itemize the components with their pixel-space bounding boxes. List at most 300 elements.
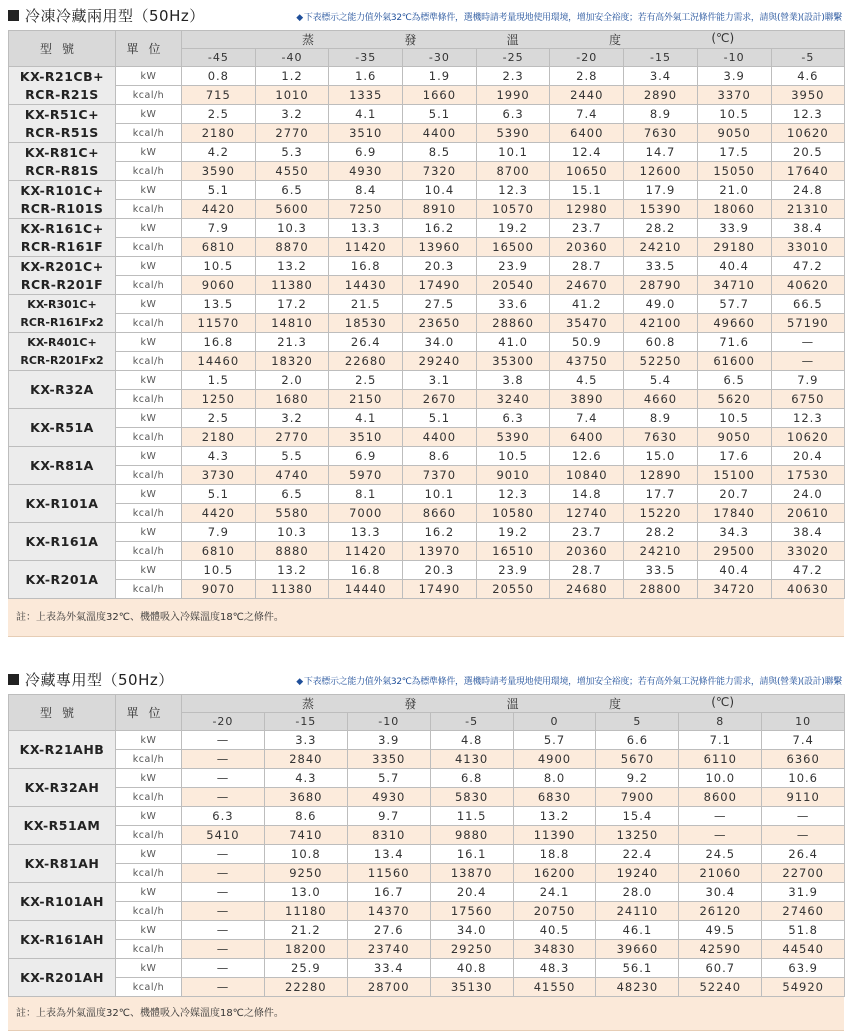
kcal-value-cell: — [182, 750, 265, 769]
kw-value-cell: 16.7 [347, 883, 430, 902]
kcal-value-cell: 2180 [182, 428, 256, 447]
unit-cell: kW [116, 447, 182, 466]
kw-value-cell: 47.2 [771, 257, 845, 276]
kcal-value-cell: 6360 [762, 750, 845, 769]
kcal-value-cell: 4400 [403, 428, 477, 447]
kcal-value-cell: 2840 [264, 750, 347, 769]
model-cell [9, 959, 116, 997]
kw-value-cell: 13.4 [347, 845, 430, 864]
model-name: KX-R201AH [20, 969, 104, 985]
kw-value-cell: 3.1 [403, 371, 477, 390]
kcal-value-cell: 19240 [596, 864, 679, 883]
temp-column-header: 5 [596, 713, 679, 731]
kw-value-cell: 49.5 [679, 921, 762, 940]
kcal-value-cell: 8870 [255, 238, 329, 257]
kcal-value-cell: 39660 [596, 940, 679, 959]
evap-header-char: 度 [608, 33, 621, 47]
kw-value-cell: 40.4 [697, 257, 771, 276]
kcal-value-cell: 4130 [430, 750, 513, 769]
kcal-value-cell: 28700 [347, 978, 430, 997]
kcal-value-cell: 3240 [476, 390, 550, 409]
kw-value-cell: 6.3 [476, 105, 550, 124]
kw-value-cell: 4.1 [329, 105, 403, 124]
table-row-kcal [9, 276, 845, 295]
kcal-value-cell: 29240 [403, 352, 477, 371]
kcal-value-cell: 2890 [624, 86, 698, 105]
kcal-value-cell: 5670 [596, 750, 679, 769]
kcal-value-cell: 2770 [255, 124, 329, 143]
table-row-kcal [9, 826, 845, 845]
kcal-value-cell: 11420 [329, 238, 403, 257]
kw-value-cell: 34.3 [697, 523, 771, 542]
evap-header-char: 蒸 [302, 697, 315, 711]
kcal-value-cell: 7410 [264, 826, 347, 845]
kw-value-cell: 20.4 [771, 447, 845, 466]
kcal-value-cell: 27460 [762, 902, 845, 921]
unit-cell: kW [116, 845, 182, 864]
header-row [9, 31, 845, 49]
kw-value-cell: 6.8 [430, 769, 513, 788]
kcal-value-cell: 24680 [550, 580, 624, 599]
kw-value-cell: 5.3 [255, 143, 329, 162]
kw-value-cell: 13.5 [182, 295, 256, 314]
kw-value-cell: 23.7 [550, 523, 624, 542]
kcal-value-cell: 12980 [550, 200, 624, 219]
kw-value-cell: 7.1 [679, 731, 762, 750]
kw-value-cell: 33.5 [624, 561, 698, 580]
kcal-value-cell: 8600 [679, 788, 762, 807]
kcal-value-cell: 12890 [624, 466, 698, 485]
kcal-value-cell: 1010 [255, 86, 329, 105]
model-name: RCR-R201F [20, 276, 104, 292]
kcal-value-cell: 6750 [771, 390, 845, 409]
kw-value-cell: 3.8 [476, 371, 550, 390]
unit-cell: kcal/h [116, 826, 182, 845]
table-row-kcal [9, 978, 845, 997]
kw-value-cell: 10.8 [264, 845, 347, 864]
kcal-value-cell: 17490 [403, 580, 477, 599]
kw-value-cell: 33.6 [476, 295, 550, 314]
kcal-value-cell: 3510 [329, 124, 403, 143]
table-row-kcal [9, 86, 845, 105]
kcal-value-cell: 9050 [697, 428, 771, 447]
temp-column-header: -45 [182, 49, 256, 67]
kw-value-cell: 12.3 [771, 105, 845, 124]
unit-cell: kcal/h [116, 200, 182, 219]
kw-value-cell: 3.2 [255, 409, 329, 428]
temp-column-header: -40 [255, 49, 329, 67]
kcal-value-cell: 17530 [771, 466, 845, 485]
kcal-value-cell: 1680 [255, 390, 329, 409]
kw-value-cell: 26.4 [762, 845, 845, 864]
unit-cell: kcal/h [116, 162, 182, 181]
kw-value-cell: 20.7 [697, 485, 771, 504]
kw-value-cell: 1.2 [255, 67, 329, 86]
kcal-value-cell: 9070 [182, 580, 256, 599]
unit-cell: kW [116, 257, 182, 276]
kw-value-cell: 6.9 [329, 143, 403, 162]
table-row-kcal [9, 750, 845, 769]
kcal-value-cell: 715 [182, 86, 256, 105]
kcal-value-cell: 2770 [255, 428, 329, 447]
kw-value-cell: 2.5 [182, 409, 256, 428]
table-row-kw [9, 333, 845, 352]
model-name: KX-R201A [25, 571, 99, 587]
section-title: 冷藏專用型（50Hz） [8, 669, 174, 690]
unit-cell: kcal/h [116, 238, 182, 257]
kw-value-cell: 7.4 [550, 409, 624, 428]
unit-cell: kcal/h [116, 542, 182, 561]
kcal-value-cell: 12600 [624, 162, 698, 181]
section-note: ◆下表標示之能力值外氣32℃為標準條件，選機時請考量現地使用環境，增加安全裕度；若有高外氣工況條件能力需求，請與(營業)(設計)聯繫 [296, 677, 842, 687]
kw-value-cell: 9.7 [347, 807, 430, 826]
model-cell [9, 807, 116, 845]
kcal-value-cell: 11560 [347, 864, 430, 883]
kw-value-cell: 28.0 [596, 883, 679, 902]
kcal-value-cell: 4900 [513, 750, 596, 769]
kcal-value-cell: 24670 [550, 276, 624, 295]
kw-value-cell: 21.3 [255, 333, 329, 352]
temp-column-header: 8 [679, 713, 762, 731]
kcal-value-cell: 40620 [771, 276, 845, 295]
model-name: RCR-R21S [25, 86, 99, 102]
unit-cell: kcal/h [116, 902, 182, 921]
kcal-value-cell: 11420 [329, 542, 403, 561]
kcal-value-cell: 8700 [476, 162, 550, 181]
evaporation-temp-header [182, 31, 845, 49]
kw-value-cell: 21.5 [329, 295, 403, 314]
kw-value-cell: 2.5 [182, 105, 256, 124]
table-row-kw [9, 485, 845, 504]
unit-cell: kcal/h [116, 352, 182, 371]
model-cell [9, 523, 116, 561]
unit-cell: kW [116, 105, 182, 124]
capacity-table [8, 30, 845, 599]
kw-value-cell: 6.3 [182, 807, 265, 826]
kcal-value-cell: 4420 [182, 200, 256, 219]
kw-value-cell: 13.2 [513, 807, 596, 826]
kcal-value-cell: 35130 [430, 978, 513, 997]
kw-value-cell: 6.5 [255, 485, 329, 504]
kw-value-cell: 3.3 [264, 731, 347, 750]
kw-value-cell: 2.3 [476, 67, 550, 86]
kw-value-cell: 8.9 [624, 409, 698, 428]
unit-cell: kcal/h [116, 86, 182, 105]
temp-column-header: -20 [182, 713, 265, 731]
evap-header-char: 發 [404, 33, 417, 47]
section-refrigeration-only [0, 664, 850, 1031]
kw-value-cell: 8.9 [624, 105, 698, 124]
table-row-kcal [9, 238, 845, 257]
model-cell [9, 105, 116, 143]
kw-value-cell: 66.5 [771, 295, 845, 314]
kw-value-cell: 24.0 [771, 485, 845, 504]
kw-value-cell: — [679, 807, 762, 826]
kcal-value-cell: 11570 [182, 314, 256, 333]
kcal-value-cell: 6400 [550, 428, 624, 447]
section-header [0, 0, 850, 30]
kcal-value-cell: 5580 [255, 504, 329, 523]
model-name: RCR-R101S [20, 200, 104, 216]
table-row-kw [9, 295, 845, 314]
kw-value-cell: 6.3 [476, 409, 550, 428]
kcal-value-cell: 29500 [697, 542, 771, 561]
model-cell [9, 219, 116, 257]
kw-value-cell: 22.4 [596, 845, 679, 864]
kw-value-cell: 12.3 [771, 409, 845, 428]
model-name: KX-R81AH [24, 855, 100, 871]
table-row-kcal [9, 162, 845, 181]
kcal-value-cell: 22280 [264, 978, 347, 997]
kcal-value-cell: 20550 [476, 580, 550, 599]
kw-value-cell: 9.2 [596, 769, 679, 788]
table-row-kcal [9, 504, 845, 523]
kcal-value-cell: 6810 [182, 542, 256, 561]
kw-value-cell: 10.5 [697, 105, 771, 124]
kw-value-cell: — [182, 731, 265, 750]
kcal-value-cell: 13960 [403, 238, 477, 257]
unit-cell: kW [116, 371, 182, 390]
table-row-kw [9, 731, 845, 750]
kcal-value-cell: 6110 [679, 750, 762, 769]
kcal-value-cell: 3950 [771, 86, 845, 105]
kw-value-cell: 17.9 [624, 181, 698, 200]
kw-value-cell: 24.1 [513, 883, 596, 902]
kcal-value-cell: 3350 [347, 750, 430, 769]
kw-value-cell: 40.5 [513, 921, 596, 940]
evap-header-char: 溫 [506, 697, 519, 711]
unit-cell: kW [116, 523, 182, 542]
kcal-value-cell: 13250 [596, 826, 679, 845]
kw-value-cell: 4.8 [430, 731, 513, 750]
kw-value-cell: 21.0 [697, 181, 771, 200]
model-name: KX-R51AM [23, 817, 101, 833]
kw-value-cell: — [182, 845, 265, 864]
model-cell [9, 143, 116, 181]
kcal-value-cell: 24110 [596, 902, 679, 921]
kw-value-cell: 8.5 [403, 143, 477, 162]
evap-header-char: 發 [404, 697, 417, 711]
table-row-kw [9, 257, 845, 276]
kw-value-cell: 7.9 [771, 371, 845, 390]
kcal-value-cell: 11380 [255, 276, 329, 295]
unit-cell: kcal/h [116, 864, 182, 883]
table-row-kw [9, 845, 845, 864]
kcal-value-cell: 23740 [347, 940, 430, 959]
capacity-table [8, 694, 845, 997]
model-cell [9, 447, 116, 485]
model-header: 型號 [9, 31, 116, 67]
kw-value-cell: 20.4 [430, 883, 513, 902]
evap-header-char: (℃) [711, 31, 735, 45]
kw-value-cell: 4.2 [182, 143, 256, 162]
kw-value-cell: 4.5 [550, 371, 624, 390]
table-row-kw [9, 523, 845, 542]
table-row-kcal [9, 940, 845, 959]
section-title: 冷凍冷藏兩用型（50Hz） [8, 5, 205, 26]
kw-value-cell: — [182, 883, 265, 902]
table-row-kcal [9, 200, 845, 219]
model-name: KX-R21AHB [19, 741, 105, 757]
kcal-value-cell: 22700 [762, 864, 845, 883]
kcal-value-cell: 4930 [347, 788, 430, 807]
kcal-value-cell: 28800 [624, 580, 698, 599]
kcal-value-cell: 40630 [771, 580, 845, 599]
unit-cell: kW [116, 409, 182, 428]
model-cell [9, 845, 116, 883]
kcal-value-cell: — [182, 788, 265, 807]
table-row-kw [9, 447, 845, 466]
table-row-kw [9, 409, 845, 428]
kw-value-cell: 17.5 [697, 143, 771, 162]
table-row-kcal [9, 542, 845, 561]
unit-cell: kcal/h [116, 390, 182, 409]
kw-value-cell: 12.3 [476, 485, 550, 504]
kw-value-cell: 4.6 [771, 67, 845, 86]
unit-cell: kW [116, 921, 182, 940]
model-name: KX-R101C+ [20, 182, 104, 198]
kcal-value-cell: 8880 [255, 542, 329, 561]
kw-value-cell: — [771, 333, 845, 352]
kw-value-cell: 6.5 [255, 181, 329, 200]
table-row-kcal [9, 902, 845, 921]
kcal-value-cell: 7630 [624, 124, 698, 143]
kw-value-cell: 12.6 [550, 447, 624, 466]
kw-value-cell: 71.6 [697, 333, 771, 352]
kcal-value-cell: 10620 [771, 124, 845, 143]
kcal-value-cell: 26120 [679, 902, 762, 921]
unit-cell: kcal/h [116, 750, 182, 769]
table-row-kw [9, 561, 845, 580]
kw-value-cell: 12.3 [476, 181, 550, 200]
kw-value-cell: 14.7 [624, 143, 698, 162]
unit-cell: kW [116, 219, 182, 238]
kcal-value-cell: 16510 [476, 542, 550, 561]
temp-column-header: -5 [430, 713, 513, 731]
kcal-value-cell: 57190 [771, 314, 845, 333]
kcal-value-cell: 15220 [624, 504, 698, 523]
kcal-value-cell: 13970 [403, 542, 477, 561]
kcal-value-cell: 7900 [596, 788, 679, 807]
kw-value-cell: 10.5 [476, 447, 550, 466]
unit-cell: kW [116, 807, 182, 826]
model-cell [9, 257, 116, 295]
kcal-value-cell: 7630 [624, 428, 698, 447]
table-row-kw [9, 959, 845, 978]
kw-value-cell: 23.9 [476, 257, 550, 276]
kcal-value-cell: 2440 [550, 86, 624, 105]
kw-value-cell: 3.9 [347, 731, 430, 750]
kcal-value-cell: 2670 [403, 390, 477, 409]
kcal-value-cell: 16200 [513, 864, 596, 883]
kw-value-cell: 8.0 [513, 769, 596, 788]
kw-value-cell: 10.1 [476, 143, 550, 162]
kw-value-cell: 10.3 [255, 523, 329, 542]
kw-value-cell: 63.9 [762, 959, 845, 978]
unit-cell: kcal/h [116, 580, 182, 599]
model-name: KX-R401C+ [27, 335, 97, 349]
model-cell [9, 731, 116, 769]
kw-value-cell: 27.5 [403, 295, 477, 314]
kcal-value-cell: 52250 [624, 352, 698, 371]
kcal-value-cell: 12740 [550, 504, 624, 523]
kcal-value-cell: 5390 [476, 428, 550, 447]
kcal-value-cell: 1990 [476, 86, 550, 105]
unit-cell: kW [116, 143, 182, 162]
kw-value-cell: 15.1 [550, 181, 624, 200]
model-name: KX-R51A [30, 419, 94, 435]
kcal-value-cell: 20610 [771, 504, 845, 523]
kcal-value-cell: 6810 [182, 238, 256, 257]
kcal-value-cell: 10580 [476, 504, 550, 523]
kw-value-cell: 2.0 [255, 371, 329, 390]
kw-value-cell: 33.4 [347, 959, 430, 978]
kcal-value-cell: 35300 [476, 352, 550, 371]
unit-cell: kcal/h [116, 466, 182, 485]
kw-value-cell: 24.8 [771, 181, 845, 200]
temp-column-header: 0 [513, 713, 596, 731]
temp-column-header: -15 [624, 49, 698, 67]
unit-cell: kcal/h [116, 314, 182, 333]
kw-value-cell: 14.8 [550, 485, 624, 504]
kw-value-cell: 13.3 [329, 219, 403, 238]
evap-header-char: 溫 [506, 33, 519, 47]
kw-value-cell: 33.9 [697, 219, 771, 238]
kw-value-cell: 10.5 [182, 561, 256, 580]
kcal-value-cell: 9010 [476, 466, 550, 485]
model-name: RCR-R161Fx2 [20, 315, 104, 329]
model-name: RCR-R81S [25, 162, 99, 178]
unit-cell: kW [116, 67, 182, 86]
kcal-value-cell: 18060 [697, 200, 771, 219]
kw-value-cell: 19.2 [476, 523, 550, 542]
kw-value-cell: 13.3 [329, 523, 403, 542]
kw-value-cell: 5.7 [347, 769, 430, 788]
kw-value-cell: 1.6 [329, 67, 403, 86]
kcal-value-cell: 61600 [697, 352, 771, 371]
kcal-value-cell: 2150 [329, 390, 403, 409]
table-row-kcal [9, 466, 845, 485]
model-name: KX-R51C+ [24, 106, 100, 122]
kcal-value-cell: 42100 [624, 314, 698, 333]
table-row-kw [9, 769, 845, 788]
kcal-value-cell: — [182, 864, 265, 883]
kcal-value-cell: 14810 [255, 314, 329, 333]
unit-cell: kcal/h [116, 978, 182, 997]
kw-value-cell: 1.5 [182, 371, 256, 390]
kw-value-cell: 57.7 [697, 295, 771, 314]
table-row-kcal [9, 864, 845, 883]
evap-header-char: (℃) [711, 695, 735, 709]
kcal-value-cell: 5830 [430, 788, 513, 807]
model-cell [9, 561, 116, 599]
kw-value-cell: 20.5 [771, 143, 845, 162]
kw-value-cell: 11.5 [430, 807, 513, 826]
kcal-value-cell: 16500 [476, 238, 550, 257]
kcal-value-cell: 3730 [182, 466, 256, 485]
kw-value-cell: 60.8 [624, 333, 698, 352]
kw-value-cell: 28.7 [550, 561, 624, 580]
evap-header-char: 度 [608, 697, 621, 711]
kcal-value-cell: 33010 [771, 238, 845, 257]
kcal-value-cell: 20360 [550, 542, 624, 561]
kcal-value-cell: 3590 [182, 162, 256, 181]
kw-value-cell: 8.4 [329, 181, 403, 200]
kw-value-cell: 13.0 [264, 883, 347, 902]
model-name: KX-R161C+ [20, 220, 104, 236]
kw-value-cell: 31.9 [762, 883, 845, 902]
kcal-value-cell: 10650 [550, 162, 624, 181]
